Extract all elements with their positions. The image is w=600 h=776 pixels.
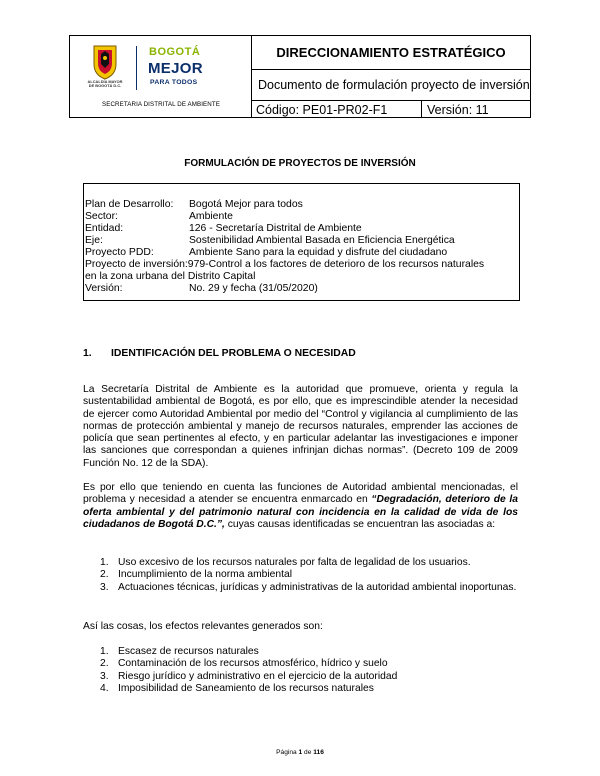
plan-row-value: Sostenibilidad Ambiental Basada en Eficiencia Energética: [189, 235, 455, 246]
footer-prefix: Página: [276, 749, 297, 756]
plan-info-box: [83, 183, 520, 301]
list-item: [83, 557, 518, 569]
paragraph-2-emphasis: “Degradación, deterioro de la oferta ambiental y del patrimonio natural con incidencia en la calidad de vida de los ciudadanos de Bogotá D.C.”,: [83, 494, 518, 530]
header-version: Versión: 11: [427, 102, 489, 117]
list-item-text: Riesgo jurídico y administrativo en el ejercicio de la autoridad: [118, 670, 398, 682]
list-item: [83, 671, 518, 683]
section-number: 1.: [83, 348, 92, 359]
plan-row-label: Entidad:: [85, 223, 124, 234]
list-item-text: Imposibilidad de Saneamiento de los recursos naturales: [118, 682, 374, 694]
list-item-text: Contaminación de los recursos atmosférico, hídrico y suelo: [118, 658, 388, 670]
paragraph-2: [83, 482, 518, 531]
bogota-shield-icon: [92, 44, 118, 80]
header-document-name: Documento de formulación proyecto de inversión: [258, 78, 530, 92]
plan-project-line: Proyecto de inversión:979-Control a los factores de deterioro de los recursos naturales: [85, 259, 485, 270]
shield-caption-line: DE BOGOTÁ D.C.: [88, 83, 122, 89]
list-item: [83, 646, 518, 658]
plan-row-label: Eje:: [85, 235, 103, 246]
plan-row-value: Bogotá Mejor para todos: [189, 199, 303, 210]
list-item: [83, 683, 518, 695]
plan-row-value: Ambiente: [189, 211, 233, 222]
plan-row-label: Plan de Desarrollo:: [85, 199, 174, 210]
list-item-number: 2.: [100, 658, 109, 670]
list-item-text: Incumplimiento de la norma ambiental: [118, 569, 292, 581]
list-item: [83, 569, 518, 581]
document-title: FORMULACIÓN DE PROYECTOS DE INVERSIÓN: [184, 158, 416, 169]
list-item: [83, 582, 518, 594]
footer-page-number: 1: [298, 749, 303, 756]
effects-intro: Así las cosas, los efectos relevantes generados son:: [83, 621, 323, 632]
shield-caption-line: ALCALDÍA MAYOR: [87, 79, 123, 84]
list-item-text: Escasez de recursos naturales: [118, 646, 259, 657]
footer-middle: de: [304, 749, 312, 756]
plan-project-line-2: en la zona urbana del Distrito Capital: [85, 271, 256, 282]
plan-row-label: Versión:: [85, 283, 123, 294]
list-item-text: Actuaciones técnicas, jurídicas y administrativas de la autoridad ambiental inoportunas.: [118, 581, 517, 593]
list-item-number: 3.: [100, 670, 109, 682]
header-divider: [421, 100, 422, 117]
section-title: IDENTIFICACIÓN DEL PROBLEMA O NECESIDAD: [111, 348, 356, 359]
brand-subtitle: PARA TODOS: [150, 79, 198, 86]
causes-list: [83, 557, 518, 594]
plan-row-label: Proyecto PDD:: [85, 247, 154, 258]
footer-page-total: 116: [313, 749, 324, 756]
header-title: DIRECCIONAMIENTO ESTRATÉGICO: [276, 45, 506, 60]
brand-city: BOGOTÁ: [149, 46, 201, 58]
logo-separator: [136, 46, 137, 90]
shield-caption: [82, 80, 128, 89]
list-item-number: 1.: [100, 557, 109, 568]
effects-list: [83, 646, 518, 695]
header-document-code: Código: PE01-PR02-F1: [256, 102, 388, 117]
plan-row-label: Sector:: [85, 211, 118, 222]
page-footer: [0, 749, 600, 756]
list-item-number: 1.: [100, 646, 109, 657]
paragraph-2-text: Es por ello que teniendo en cuenta las funciones de Autoridad ambiental mencionadas, el problema y necesidad a atender se encuentra enmarcado en: [83, 482, 518, 506]
list-item-number: 2.: [100, 569, 109, 581]
document-header-table: [69, 35, 531, 118]
list-item-number: 4.: [100, 682, 109, 694]
logo-caption: SECRETARIA DISTRITAL DE AMBIENTE: [102, 101, 220, 108]
list-item-text: Uso excesivo de los recursos naturales por falta de legalidad de los usuarios.: [118, 557, 471, 568]
plan-row-value: 126 - Secretaría Distrital de Ambiente: [189, 223, 362, 234]
secretaria-logo: [70, 36, 251, 117]
list-item: [83, 658, 518, 670]
paragraph-1: La Secretaría Distrital de Ambiente es la autoridad que promueve, orienta y regula la sustentabilidad ambiental de Bogotá, es por ello, que es imprescindible atender la necesidad de ejercer como Autoridad Ambiental por medio del “Control y vigilancia al cumplimiento de las normas de protección ambiental y manejo de recursos naturales, emprender las acciones de policía que sean pertinentes al efecto, y en particular adelantar las investigaciones e imponer las sanciones que correspondan a quienes infrinjan dichas normas”. (Decreto 109 de 2009 Función No. 12 de la SDA).: [83, 384, 518, 469]
plan-row-value: Ambiente Sano para la equidad y disfrute del ciudadano: [189, 247, 448, 258]
paragraph-2-text: cuyas causas identificadas se encuentran las asociadas a:: [224, 518, 496, 530]
plan-row-value: No. 29 y fecha (31/05/2020): [189, 283, 318, 294]
list-item-number: 3.: [100, 581, 109, 593]
brand-main: MEJOR: [148, 60, 203, 77]
